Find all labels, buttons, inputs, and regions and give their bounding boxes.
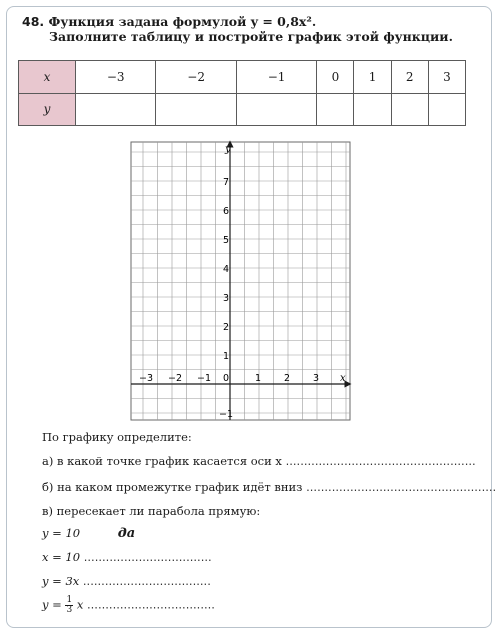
question-c3 (42, 574, 211, 588)
answer-blank-c2[interactable]: ................................... (83, 550, 212, 564)
equation-c4-suffix: x (76, 597, 84, 612)
table-cell-x: −3 (76, 61, 156, 94)
question-a (42, 454, 476, 468)
y-tick-label: 5 (223, 235, 230, 246)
answer-blank-b[interactable]: .................................................... (306, 480, 497, 494)
task-line-2: Заполните таблицу и постройте график этой функции. (49, 29, 453, 44)
questions-intro: По графику определите: (42, 430, 192, 444)
handwritten-answer-c1: да (117, 526, 136, 541)
y-tick-label: 2 (223, 322, 230, 333)
y-tick-label: 3 (223, 293, 230, 304)
x-tick-label: −3 (139, 373, 154, 384)
fraction-one-third (65, 596, 73, 615)
x-tick-label: 2 (284, 373, 291, 384)
fraction-denominator: 3 (66, 605, 73, 615)
table-cell-x: 1 (354, 61, 391, 94)
equation-c3: y = 3x (42, 574, 80, 588)
y-tick-label: −1 (219, 409, 234, 420)
y-tick-label: 1 (223, 351, 230, 362)
answer-blank-a[interactable]: .................................................... (285, 454, 476, 468)
table-cell-x: −2 (156, 61, 236, 94)
x-tick-label: −1 (197, 373, 212, 384)
x-tick-label: −2 (168, 373, 183, 384)
table-cell-x: 3 (428, 61, 465, 94)
x-tick-label: 0 (223, 373, 230, 384)
table-cell-x: 0 (317, 61, 354, 94)
task-number: 48. (22, 14, 45, 29)
equation-c4-prefix: y = (42, 597, 62, 612)
x-tick-label: 3 (313, 373, 320, 384)
question-c4 (42, 596, 215, 615)
x-tick-label: 1 (255, 373, 262, 384)
x-axis-label: x (340, 373, 346, 384)
answer-blank-c4[interactable]: ................................... (87, 597, 215, 612)
question-a-text: а) в какой точке график касается оси x (42, 454, 282, 468)
fraction-numerator: 1 (66, 595, 73, 605)
table-cell-x: 2 (391, 61, 428, 94)
question-c: в) пересекает ли парабола прямую: (42, 504, 261, 518)
task-formula-text: Функция задана формулой y = 0,8x². (48, 14, 317, 29)
question-b-text: б) на каком промежутке график идёт вниз (42, 480, 303, 494)
question-c2 (42, 550, 212, 564)
y-tick-label: 4 (223, 264, 230, 275)
question-c1 (42, 526, 135, 541)
y-axis-label: y (225, 144, 231, 155)
table-header-x: x (19, 61, 76, 94)
answer-blank-c3[interactable]: ................................... (82, 574, 211, 588)
equation-c2: x = 10 (42, 550, 81, 564)
table-cell-x: −1 (236, 61, 316, 94)
y-tick-label: 6 (223, 206, 230, 217)
equation-c1: y = 10 (42, 526, 81, 540)
y-tick-label: 7 (223, 177, 230, 188)
question-b (42, 480, 496, 494)
table-header-y: y (19, 93, 76, 126)
